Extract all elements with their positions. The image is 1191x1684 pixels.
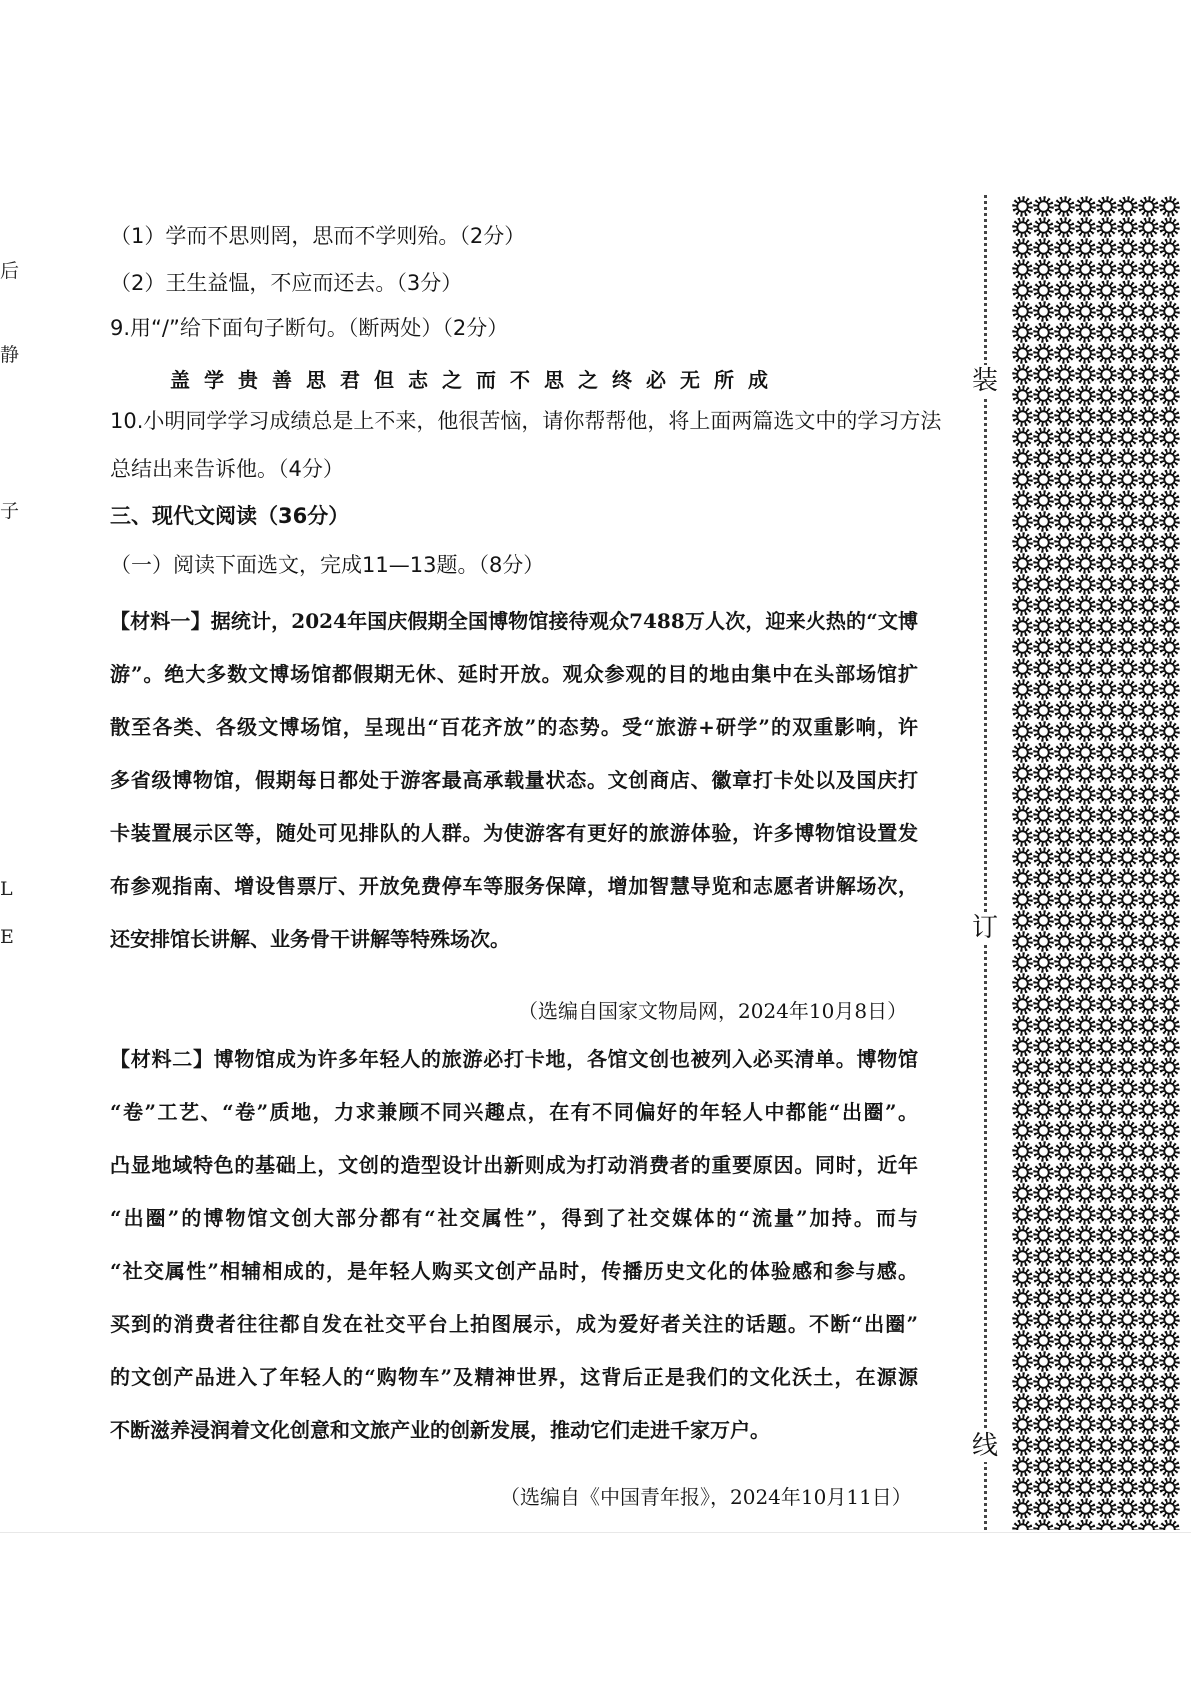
- left-fragment: 静: [0, 344, 20, 366]
- question-10-line2: 总结出来告诉他。（4分）: [110, 457, 344, 481]
- question-8-1: （1）学而不思则罔，思而不学则殆。（2分）: [110, 224, 526, 248]
- material-one-line: 【材料一】据统计，2024年国庆假期全国博物馆接待观众7488万人次，迎来火热的“文博: [110, 609, 918, 633]
- left-fragment: L: [0, 878, 13, 900]
- material-two-line: “出圈”的博物馆文创大部分都有“社交属性”，得到了社交媒体的“流量”加持。而与: [110, 1206, 918, 1230]
- material-two-line: 凸显地域特色的基础上，文创的造型设计出新则成为打动消费者的重要原因。同时，近年: [110, 1153, 918, 1177]
- material-two-line: 买到的消费者往往都自发在社交平台上拍图展示，成为爱好者关注的话题。不断“出圈”: [110, 1312, 918, 1336]
- material-one-line: 游”。绝大多数文博场馆都假期无休、延时开放。观众参观的目的地由集中在头部场馆扩: [110, 662, 918, 686]
- material-one-line: 还安排馆长讲解、业务骨干讲解等特殊场次。: [110, 927, 510, 951]
- material-one: [110, 595, 918, 966]
- material-one-source: （选编自国家文物局网，2024年10月8日）: [518, 999, 908, 1023]
- binding-label-ding: 订: [972, 913, 999, 943]
- material-two-line: 的文创产品进入了年轻人的“购物车”及精神世界，这背后正是我们的文化沃土，在源源: [110, 1365, 918, 1389]
- material-two-line: 不断滋养浸润着文化创意和文旅产业的创新发展，推动它们走进千家万户。: [110, 1418, 770, 1442]
- question-8-2: （2）王生益愠，不应而还去。（3分）: [110, 271, 463, 295]
- left-fragment: 后: [0, 260, 20, 282]
- sun-pattern-border: [1012, 196, 1180, 1530]
- material-two-line: “卷”工艺、“卷”质地，力求兼顾不同兴趣点，在有不同偏好的年轻人中都能“出圈”。: [110, 1100, 918, 1124]
- binding-label-zhuang: 装: [972, 366, 999, 396]
- material-one-line: 卡装置展示区等，随处可见排队的人群。为使游客有更好的旅游体验，许多博物馆设置发: [110, 821, 918, 845]
- material-two-line: 【材料二】博物馆成为许多年轻人的旅游必打卡地，各馆文创也被列入必买清单。博物馆: [110, 1047, 918, 1071]
- left-fragment: 子: [0, 500, 20, 522]
- material-two-source: （选编自《中国青年报》，2024年10月11日）: [500, 1485, 912, 1509]
- material-one-line: 多省级博物馆，假期每日都处于游客最高承载量状态。文创商店、徽章打卡处以及国庆打: [110, 768, 918, 792]
- question-10-line1: 10.小明同学学习成绩总是上不来，他很苦恼，请你帮帮他，将上面两篇选文中的学习方法: [110, 409, 942, 433]
- material-two-line: “社交属性”相辅相成的，是年轻人购买文创产品时，传播历史文化的体验感和参与感。: [110, 1259, 918, 1283]
- material-two: [110, 1033, 918, 1457]
- section-subtitle: （一）阅读下面选文，完成11—13题。（8分）: [110, 553, 545, 577]
- question-9: 9.用“/”给下面句子断句。（断两处）（2分）: [110, 316, 509, 340]
- section-title: 三、现代文阅读（36分）: [110, 504, 350, 528]
- binding-label-xian: 线: [972, 1431, 999, 1461]
- left-fragment: E: [0, 926, 14, 948]
- page-bottom-rule: [0, 1532, 1191, 1533]
- punctuation-sentence: 盖学贵善思君但志之而不思之终必无所成: [170, 368, 782, 392]
- material-one-line: 散至各类、各级文博场馆，呈现出“百花齐放”的态势。受“旅游+研学”的双重影响，许: [110, 715, 918, 739]
- material-one-line: 布参观指南、增设售票厅、开放免费停车等服务保障，增加智慧导览和志愿者讲解场次，: [110, 874, 918, 898]
